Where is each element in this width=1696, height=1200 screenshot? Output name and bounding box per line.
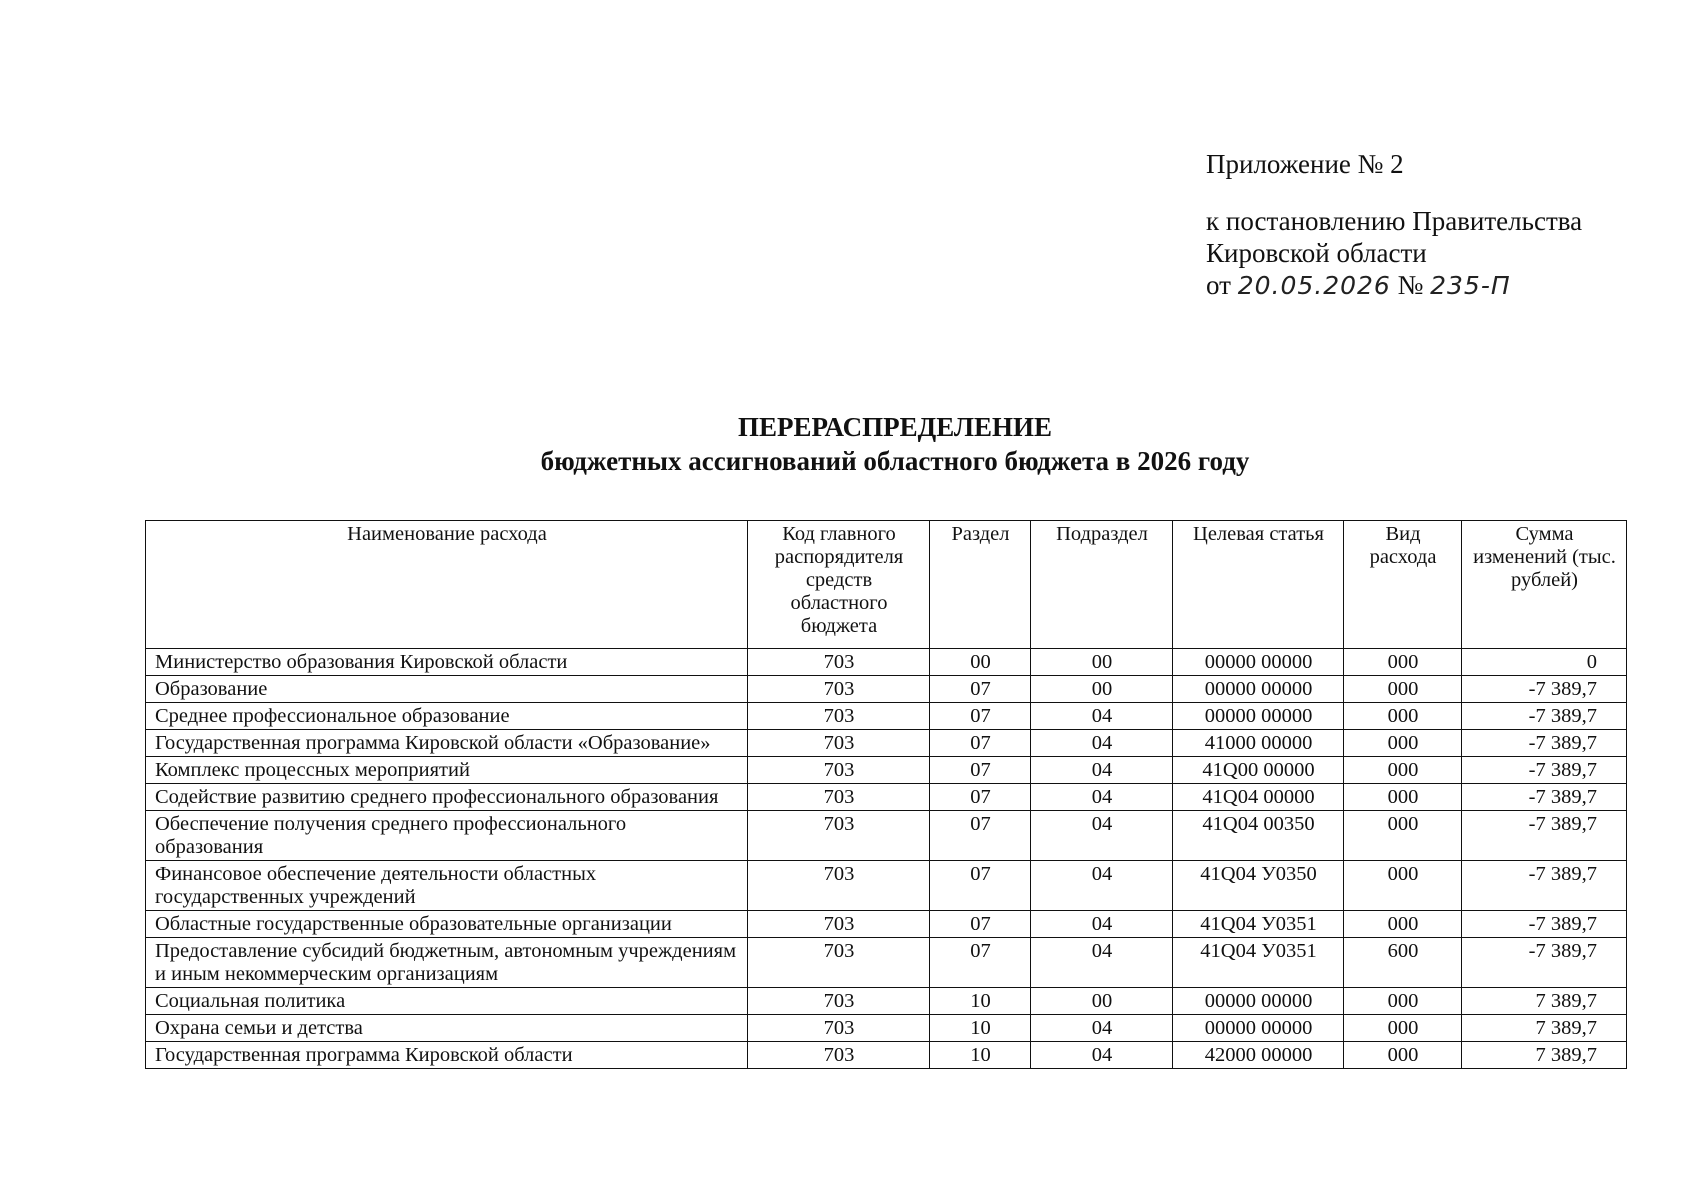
header-type: Вид расхода bbox=[1344, 521, 1462, 649]
cell-subsection: 04 bbox=[1031, 730, 1173, 757]
cell-sum: -7 389,7 bbox=[1462, 861, 1627, 911]
cell-type: 000 bbox=[1344, 811, 1462, 861]
cell-section: 10 bbox=[930, 1015, 1031, 1042]
cell-section: 07 bbox=[930, 784, 1031, 811]
cell-type: 000 bbox=[1344, 1042, 1462, 1069]
cell-subsection: 04 bbox=[1031, 1015, 1173, 1042]
header-section: Раздел bbox=[930, 521, 1031, 649]
table-header-row bbox=[146, 521, 1627, 649]
cell-sum: 0 bbox=[1462, 649, 1627, 676]
cell-article: 41Q04 У0350 bbox=[1173, 861, 1344, 911]
cell-section: 07 bbox=[930, 676, 1031, 703]
date-prefix: от bbox=[1206, 270, 1231, 300]
handwritten-number: 235-П bbox=[1430, 271, 1511, 300]
document-heading bbox=[0, 410, 1696, 478]
cell-sum: -7 389,7 bbox=[1462, 784, 1627, 811]
cell-subsection: 04 bbox=[1031, 703, 1173, 730]
cell-article: 00000 00000 bbox=[1173, 649, 1344, 676]
cell-type: 000 bbox=[1344, 911, 1462, 938]
appendix-region-line: Кировской области bbox=[1206, 238, 1427, 268]
budget-table bbox=[145, 520, 1627, 1069]
table-row bbox=[146, 1015, 1627, 1042]
number-prefix: № bbox=[1397, 270, 1424, 300]
appendix-title: Приложение № 2 bbox=[1206, 149, 1404, 179]
cell-article: 00000 00000 bbox=[1173, 1015, 1344, 1042]
cell-type: 000 bbox=[1344, 703, 1462, 730]
cell-code: 703 bbox=[748, 757, 930, 784]
heading-title: ПЕРЕРАСПРЕДЕЛЕНИЕ bbox=[737, 412, 1053, 442]
cell-type: 000 bbox=[1344, 730, 1462, 757]
header-code: Код главного распорядителя средств областного бюджета bbox=[748, 521, 930, 649]
cell-code: 703 bbox=[748, 676, 930, 703]
cell-section: 07 bbox=[930, 730, 1031, 757]
cell-name: Предоставление субсидий бюджетным, автономным учреждениям и иным некоммерческим организациям bbox=[146, 938, 748, 988]
cell-subsection: 04 bbox=[1031, 784, 1173, 811]
cell-code: 703 bbox=[748, 1042, 930, 1069]
header-article: Целевая статья bbox=[1173, 521, 1344, 649]
cell-article: 41Q00 00000 bbox=[1173, 757, 1344, 784]
cell-name: Охрана семьи и детства bbox=[146, 1015, 748, 1042]
cell-section: 07 bbox=[930, 911, 1031, 938]
cell-section: 07 bbox=[930, 811, 1031, 861]
appendix-decree-line: к постановлению Правительства bbox=[1206, 206, 1583, 236]
cell-subsection: 04 bbox=[1031, 861, 1173, 911]
cell-section: 07 bbox=[930, 703, 1031, 730]
cell-code: 703 bbox=[748, 938, 930, 988]
cell-article: 42000 00000 bbox=[1173, 1042, 1344, 1069]
cell-article: 00000 00000 bbox=[1173, 703, 1344, 730]
cell-name: Финансовое обеспечение деятельности областных государственных учреждений bbox=[146, 861, 748, 911]
cell-code: 703 bbox=[748, 730, 930, 757]
cell-sum: -7 389,7 bbox=[1462, 911, 1627, 938]
cell-code: 703 bbox=[748, 1015, 930, 1042]
cell-subsection: 00 bbox=[1031, 676, 1173, 703]
cell-article: 41Q04 У0351 bbox=[1173, 938, 1344, 988]
cell-sum: 7 389,7 bbox=[1462, 1042, 1627, 1069]
cell-type: 000 bbox=[1344, 676, 1462, 703]
table-row bbox=[146, 938, 1627, 988]
cell-section: 00 bbox=[930, 649, 1031, 676]
cell-code: 703 bbox=[748, 861, 930, 911]
cell-section: 07 bbox=[930, 938, 1031, 988]
table-row bbox=[146, 861, 1627, 911]
cell-sum: -7 389,7 bbox=[1462, 730, 1627, 757]
cell-section: 07 bbox=[930, 757, 1031, 784]
header-subsection: Подраздел bbox=[1031, 521, 1173, 649]
table-row bbox=[146, 811, 1627, 861]
cell-article: 41Q04 У0351 bbox=[1173, 911, 1344, 938]
cell-name: Государственная программа Кировской области «Образование» bbox=[146, 730, 748, 757]
cell-sum: 7 389,7 bbox=[1462, 988, 1627, 1015]
cell-type: 000 bbox=[1344, 861, 1462, 911]
cell-subsection: 04 bbox=[1031, 1042, 1173, 1069]
cell-code: 703 bbox=[748, 811, 930, 861]
cell-sum: -7 389,7 bbox=[1462, 938, 1627, 988]
cell-type: 000 bbox=[1344, 784, 1462, 811]
appendix-block bbox=[1206, 148, 1582, 302]
cell-code: 703 bbox=[748, 911, 930, 938]
cell-name: Среднее профессиональное образование bbox=[146, 703, 748, 730]
cell-article: 41000 00000 bbox=[1173, 730, 1344, 757]
cell-code: 703 bbox=[748, 649, 930, 676]
table-row bbox=[146, 730, 1627, 757]
cell-name: Социальная политика bbox=[146, 988, 748, 1015]
cell-name: Областные государственные образовательные организации bbox=[146, 911, 748, 938]
appendix-date-line bbox=[1206, 269, 1582, 302]
cell-section: 10 bbox=[930, 988, 1031, 1015]
header-name: Наименование расхода bbox=[146, 521, 748, 649]
table-row bbox=[146, 911, 1627, 938]
cell-article: 00000 00000 bbox=[1173, 676, 1344, 703]
cell-section: 10 bbox=[930, 1042, 1031, 1069]
cell-code: 703 bbox=[748, 988, 930, 1015]
handwritten-date: 20.05.2026 bbox=[1237, 271, 1391, 300]
cell-article: 00000 00000 bbox=[1173, 988, 1344, 1015]
cell-sum: -7 389,7 bbox=[1462, 757, 1627, 784]
cell-article: 41Q04 00000 bbox=[1173, 784, 1344, 811]
heading-subtitle: бюджетных ассигнований областного бюджета в 2026 году bbox=[540, 446, 1250, 476]
cell-article: 41Q04 00350 bbox=[1173, 811, 1344, 861]
cell-type: 000 bbox=[1344, 757, 1462, 784]
table-row bbox=[146, 649, 1627, 676]
cell-subsection: 04 bbox=[1031, 811, 1173, 861]
cell-code: 703 bbox=[748, 784, 930, 811]
cell-type: 000 bbox=[1344, 1015, 1462, 1042]
table-row bbox=[146, 703, 1627, 730]
cell-sum: -7 389,7 bbox=[1462, 811, 1627, 861]
cell-sum: -7 389,7 bbox=[1462, 676, 1627, 703]
cell-name: Содействие развитию среднего профессионального образования bbox=[146, 784, 748, 811]
table-row bbox=[146, 757, 1627, 784]
cell-name: Комплекс процессных мероприятий bbox=[146, 757, 748, 784]
cell-name: Обеспечение получения среднего профессионального образования bbox=[146, 811, 748, 861]
cell-section: 07 bbox=[930, 861, 1031, 911]
cell-sum: -7 389,7 bbox=[1462, 703, 1627, 730]
cell-type: 000 bbox=[1344, 988, 1462, 1015]
cell-type: 600 bbox=[1344, 938, 1462, 988]
cell-subsection: 00 bbox=[1031, 988, 1173, 1015]
header-sum: Сумма изменений (тыс. рублей) bbox=[1462, 521, 1627, 649]
cell-code: 703 bbox=[748, 703, 930, 730]
cell-type: 000 bbox=[1344, 649, 1462, 676]
cell-name: Министерство образования Кировской области bbox=[146, 649, 748, 676]
cell-subsection: 04 bbox=[1031, 757, 1173, 784]
cell-sum: 7 389,7 bbox=[1462, 1015, 1627, 1042]
cell-subsection: 00 bbox=[1031, 649, 1173, 676]
table-row bbox=[146, 1042, 1627, 1069]
cell-subsection: 04 bbox=[1031, 911, 1173, 938]
cell-name: Образование bbox=[146, 676, 748, 703]
table-row bbox=[146, 988, 1627, 1015]
table-row bbox=[146, 676, 1627, 703]
table-row bbox=[146, 784, 1627, 811]
cell-subsection: 04 bbox=[1031, 938, 1173, 988]
cell-name: Государственная программа Кировской области bbox=[146, 1042, 748, 1069]
